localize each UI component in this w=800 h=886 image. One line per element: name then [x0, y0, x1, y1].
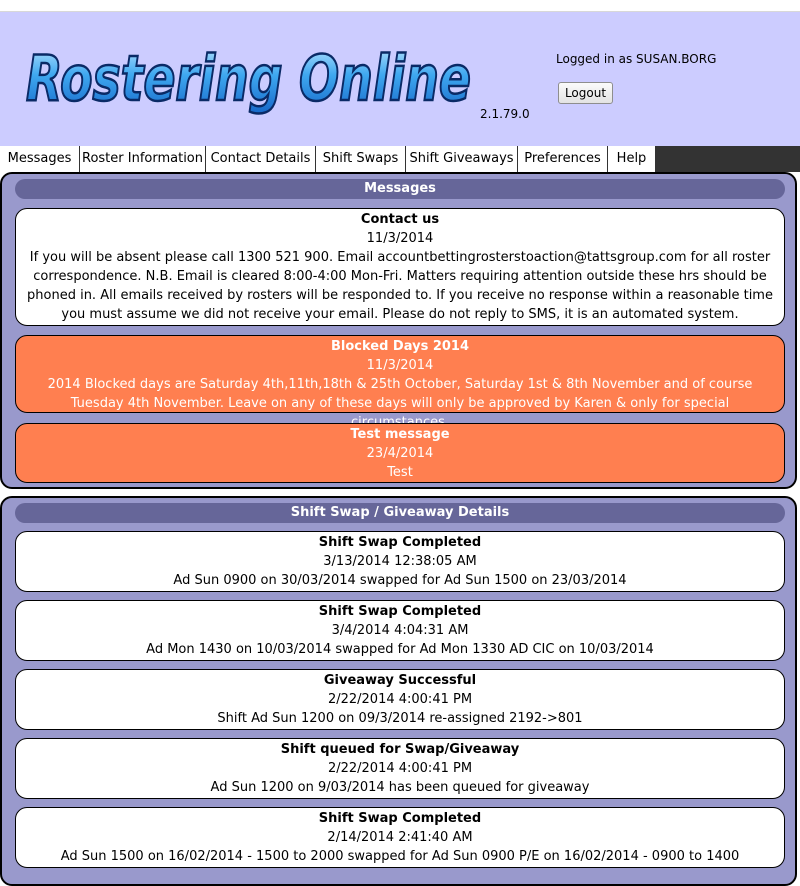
message-card-contact-us — [15, 208, 785, 326]
swap-title: Shift queued for Swap/Giveaway — [280, 742, 520, 757]
swap-detail: Shift Ad Sun 1200 on 09/3/2014 re-assigned 2192->801 — [217, 711, 583, 726]
swap-title: Shift Swap Completed — [318, 604, 482, 619]
swap-detail: Ad Sun 0900 on 30/03/2014 swapped for Ad Sun 1500 on 23/03/2014 — [173, 573, 627, 588]
swap-timestamp: 2/22/2014 4:00:41 PM — [327, 761, 473, 776]
swap-timestamp: 2/14/2014 2:41:40 AM — [327, 830, 473, 845]
swap-card — [15, 807, 785, 868]
swap-timestamp: 3/4/2014 4:04:31 AM — [331, 623, 469, 638]
message-title: Test message — [350, 427, 450, 442]
swap-timestamp: 3/13/2014 12:38:05 AM — [323, 554, 477, 569]
nav-shift-swaps[interactable]: Shift Swaps — [316, 146, 406, 172]
browser-top-strip — [0, 0, 800, 12]
message-date: 11/3/2014 — [366, 358, 434, 373]
nav-preferences[interactable]: Preferences — [518, 146, 608, 172]
nav-roster-information[interactable]: Roster Information — [80, 146, 206, 172]
swap-card — [15, 600, 785, 661]
nav-shift-giveaways[interactable]: Shift Giveaways — [406, 146, 518, 172]
logo-text: Rostering Online — [26, 42, 471, 115]
message-title: Contact us — [360, 212, 440, 227]
swap-title: Giveaway Successful — [323, 673, 477, 688]
site-header — [0, 12, 800, 146]
logged-in-status: Logged in as SUSAN.BORG — [556, 52, 717, 66]
message-body: Test — [387, 465, 413, 480]
messages-panel-title: Messages — [15, 179, 785, 199]
nav-contact-details[interactable]: Contact Details — [206, 146, 316, 172]
message-date: 11/3/2014 — [366, 231, 434, 246]
shift-swap-panel-title: Shift Swap / Giveaway Details — [15, 503, 785, 523]
message-title: Blocked Days 2014 — [330, 339, 470, 354]
message-body: 2014 Blocked days are Saturday 4th,11th,18th & 25th October, Saturday 1st & 8th November and of course Tuesday 4th November. Leave on any of these days will only be approved by Karen & only for special — [47, 377, 753, 411]
swap-detail: Ad Mon 1430 on 10/03/2014 swapped for Ad Mon 1330 AD CIC on 10/03/2014 — [146, 642, 654, 657]
message-date: 23/4/2014 — [366, 446, 434, 461]
swap-card — [15, 531, 785, 592]
messages-panel — [0, 172, 797, 489]
swap-detail: Ad Sun 1500 on 16/02/2014 - 1500 to 2000 swapped for Ad Sun 0900 P/E on 16/02/2014 - 0900 to 1400 — [60, 849, 740, 864]
shift-swap-panel — [0, 496, 797, 886]
swap-detail: Ad Sun 1200 on 9/03/2014 has been queued for giveaway — [210, 780, 590, 795]
rostering-online-logo — [22, 30, 482, 122]
logout-button[interactable]: Logout — [558, 82, 613, 104]
message-card-test-message — [15, 423, 785, 483]
main-navigation — [0, 146, 800, 172]
app-version: 2.1.79.0 — [480, 107, 530, 121]
swap-card — [15, 738, 785, 799]
message-body: If you will be absent please call 1300 521 900. Email accountbettingrosterstoaction@tattsgroup.com for all roster correspondence. N.B. Email is cleared 8:00-4:00 Mon-Fri. Matters requiring attention outside these hrs should be phoned in. All emails received by rosters will be responded to. If you receive no response within a reasonable time you must assume we did not receive your email. Please do not reply to SMS, it is an automated system. — [27, 250, 773, 322]
message-card-blocked-days — [15, 335, 785, 413]
swap-title: Shift Swap Completed — [318, 535, 482, 550]
swap-timestamp: 2/22/2014 4:00:41 PM — [327, 692, 473, 707]
swap-title: Shift Swap Completed — [318, 811, 482, 826]
swap-card — [15, 669, 785, 730]
nav-help[interactable]: Help — [608, 146, 656, 172]
nav-messages[interactable]: Messages — [0, 146, 80, 172]
